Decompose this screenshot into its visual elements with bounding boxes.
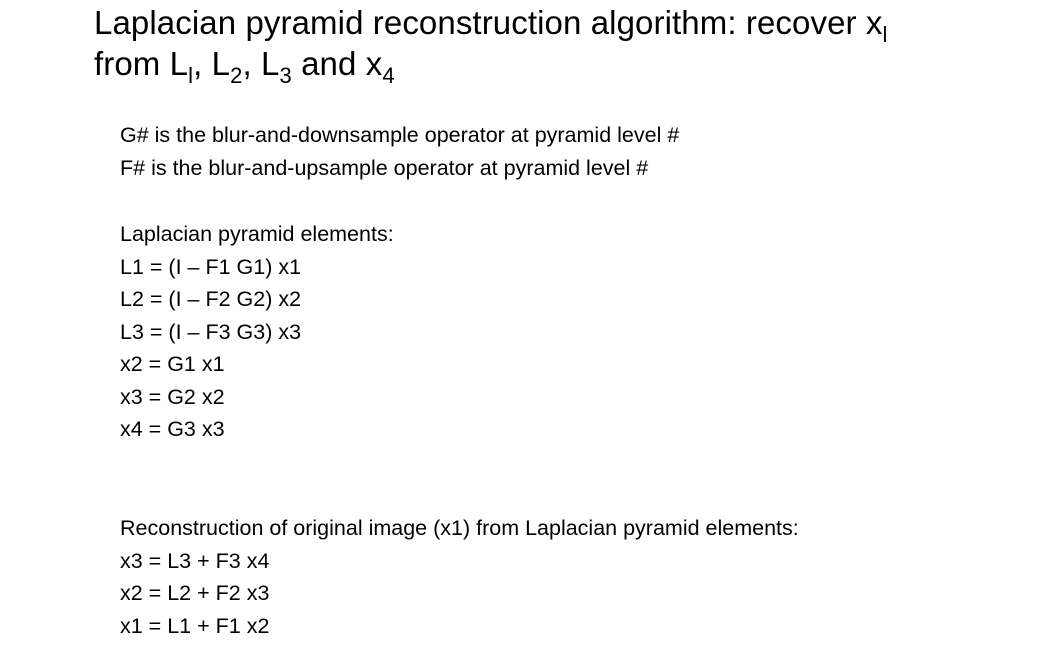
reconstruction-section (120, 512, 1020, 642)
title-text: , L (193, 45, 231, 82)
operator-definition: G# is the blur-and-downsample operator at pyramid level # (120, 123, 680, 147)
title-text: , L (242, 45, 280, 82)
pyramid-elements-section (120, 218, 1020, 446)
title-line-2 (94, 43, 1034, 88)
equation: x2 = L2 + F2 x3 (120, 581, 270, 605)
operator-definitions (120, 119, 1020, 184)
title-subscript: l (188, 63, 194, 88)
title-subscript: 2 (230, 63, 243, 88)
title-subscript: l (882, 22, 888, 47)
title-subscript: 3 (279, 63, 292, 88)
equation: L1 = (I – F1 G1) x1 (120, 254, 302, 279)
equation: x4 = G3 x3 (120, 417, 225, 441)
equation: L3 = (I – F3 G3) x3 (120, 319, 302, 344)
equation: x3 = G2 x2 (120, 384, 225, 409)
title-subscript: 4 (382, 63, 395, 88)
equation: L2 = (I – F2 G2) x2 (120, 287, 302, 311)
section-heading: Reconstruction of original image (x1) from Laplacian pyramid elements: (120, 516, 799, 540)
operator-definition: F# is the blur-and-upsample operator at pyramid level # (120, 155, 649, 180)
section-heading: Laplacian pyramid elements: (120, 222, 394, 246)
equation: x3 = L3 + F3 x4 (120, 548, 270, 573)
equation: x2 = G1 x1 (120, 352, 225, 376)
equation: x1 = L1 + F1 x2 (120, 613, 270, 638)
title-text: from L (94, 45, 189, 82)
title-line-1 (94, 2, 1034, 47)
title-text: Laplacian pyramid reconstruction algorithm: recover x (94, 4, 883, 41)
slide-title (94, 2, 1034, 88)
title-text: and x (291, 45, 383, 82)
